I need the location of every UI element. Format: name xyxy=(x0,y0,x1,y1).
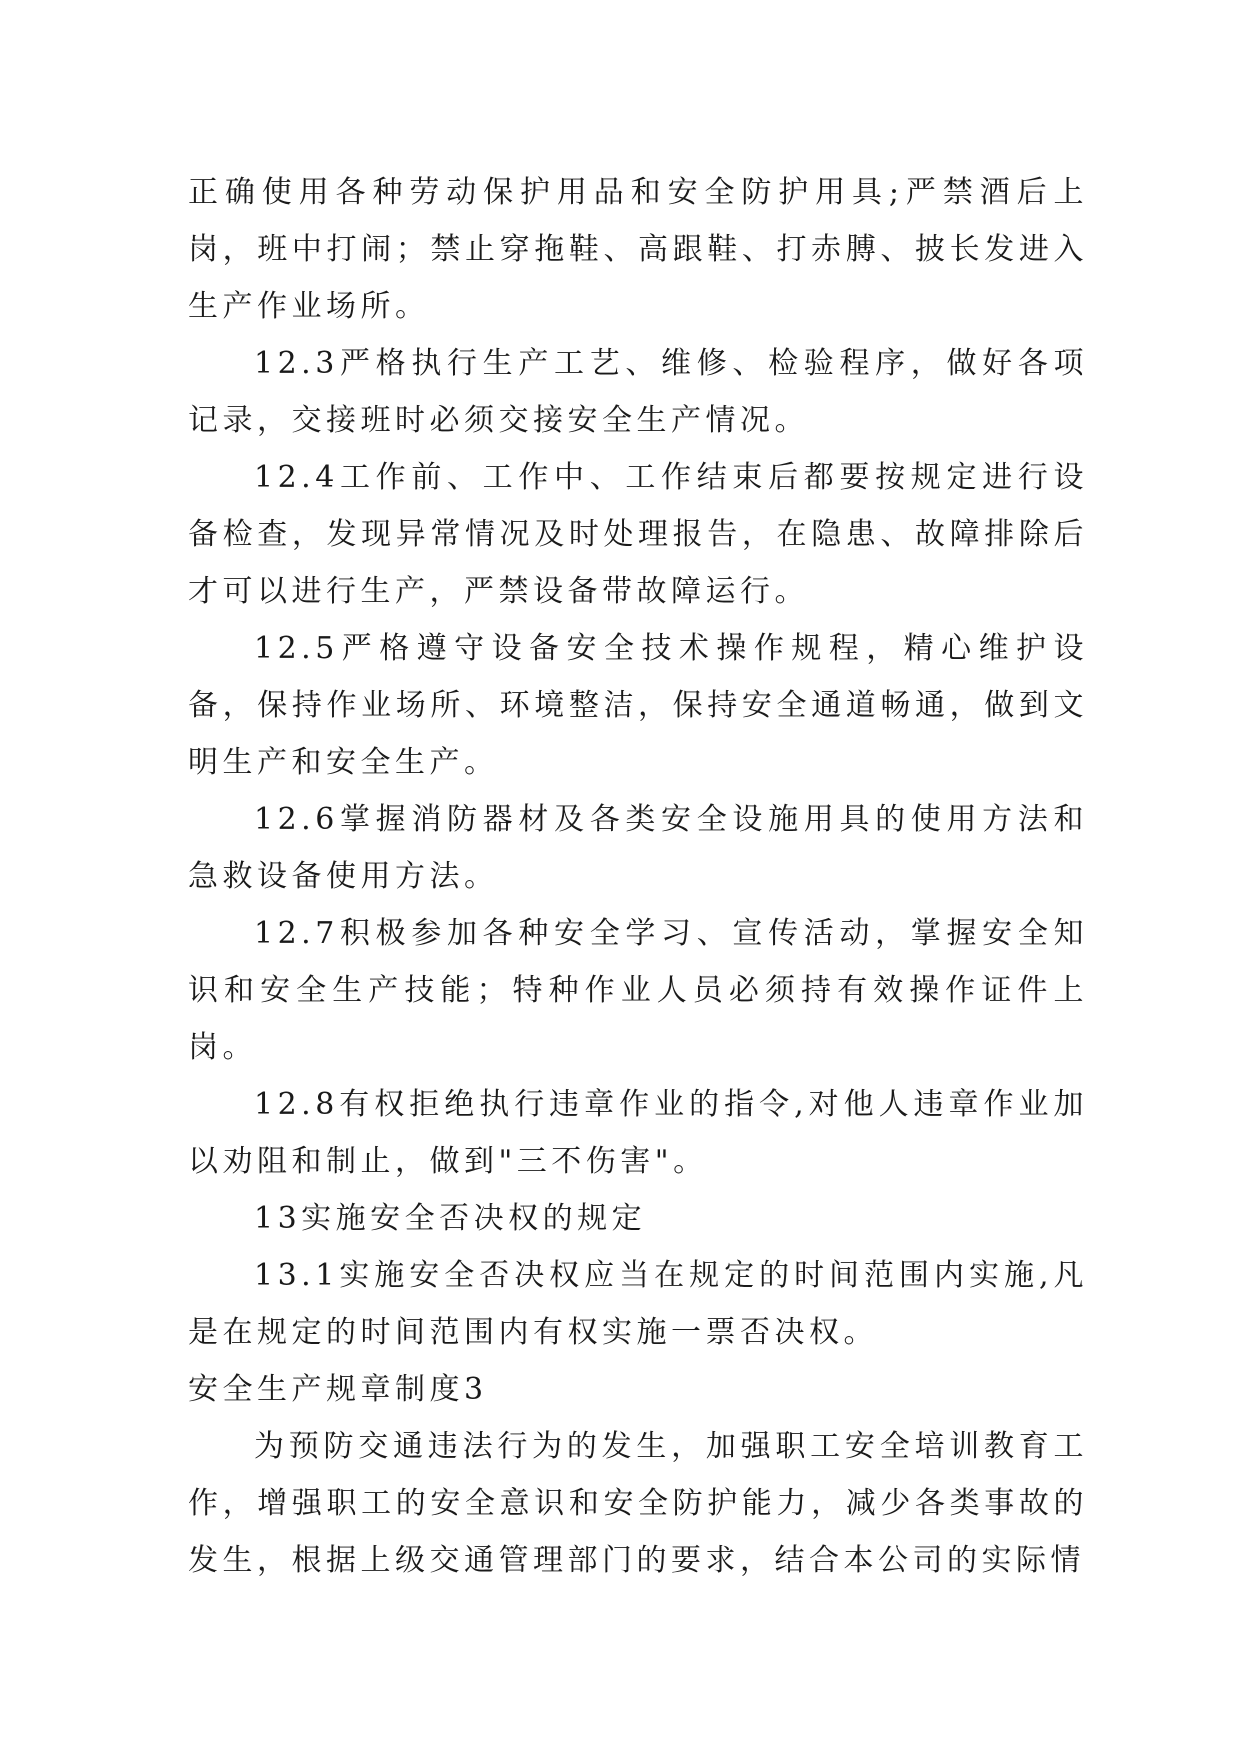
section-heading-13: 13实施安全否决权的规定 xyxy=(254,1201,647,1236)
paragraph-12-3: 12.3严格执行生产工艺、维修、检验程序，做好各项记录，交接班时必须交接安全生产情况。 xyxy=(188,346,1088,438)
paragraph-12-8: 12.8有权拒绝执行违章作业的指令,对他人违章作业加以劝阻和制止，做到"三不伤害"。 xyxy=(188,1087,1088,1179)
paragraph-12-7: 12.7积极参加各种安全学习、宣传活动，掌握安全知识和安全生产技能；特种作业人员必须持有效操作证件上岗。 xyxy=(188,916,1088,1065)
paragraph-12-6: 12.6掌握消防器材及各类安全设施用具的使用方法和急救设备使用方法。 xyxy=(188,802,1088,894)
paragraph-13-1: 13.1实施安全否决权应当在规定的时间范围内实施,凡是在规定的时间范围内有权实施一票否决权。 xyxy=(188,1258,1088,1350)
paragraph-12-5: 12.5严格遵守设备安全技术操作规程，精心维护设备，保持作业场所、环境整洁，保持安全通道畅通，做到文明生产和安全生产。 xyxy=(188,631,1088,780)
document-body xyxy=(188,164,1088,1589)
section-title-3: 安全生产规章制度3 xyxy=(188,1372,488,1407)
paragraph-12-4: 12.4工作前、工作中、工作结束后都要按规定进行设备检查，发现异常情况及时处理报告，在隐患、故障排除后才可以进行生产，严禁设备带故障运行。 xyxy=(188,460,1088,609)
paragraph-section-3-intro: 为预防交通违法行为的发生，加强职工安全培训教育工作，增强职工的安全意识和安全防护能力，减少各类事故的发生，根据上级交通管理部门的要求，结合本公司的实际情 xyxy=(188,1429,1088,1578)
paragraph-continued: 正确使用各种劳动保护用品和安全防护用具;严禁酒后上岗，班中打闹；禁止穿拖鞋、高跟鞋、打赤膊、披长发进入生产作业场所。 xyxy=(188,175,1088,324)
